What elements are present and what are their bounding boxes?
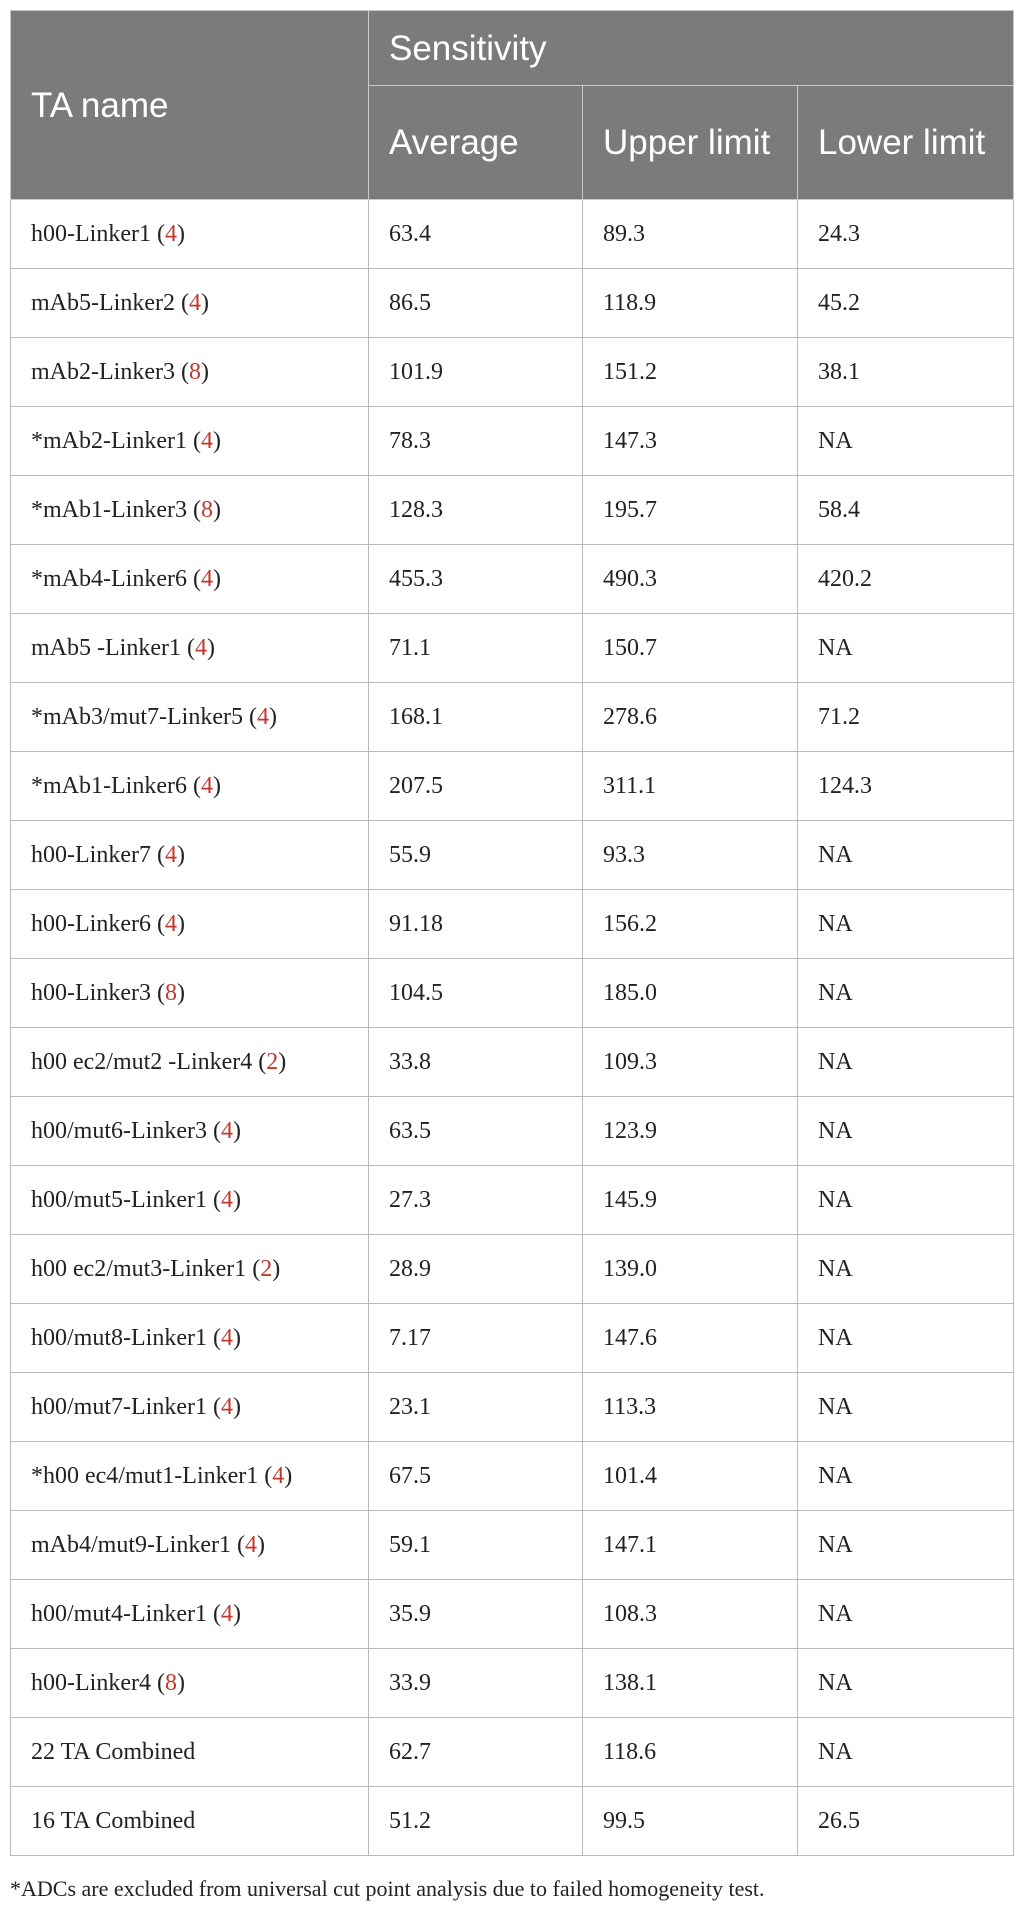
cell-upper-limit: 311.1 — [583, 752, 798, 821]
reference-link[interactable]: 4 — [164, 841, 177, 868]
cell-ta-name: h00-Linker3 (8) — [11, 959, 369, 1028]
cell-ta-name: *mAb3/mut7-Linker5 (4) — [11, 683, 369, 752]
cell-ta-name: h00-Linker4 (8) — [11, 1649, 369, 1718]
cell-average: 86.5 — [369, 269, 583, 338]
reference-link[interactable]: 4 — [200, 772, 213, 799]
cell-lower-limit: 420.2 — [798, 545, 1014, 614]
ta-name-text: *mAb1-Linker6 — [31, 772, 187, 799]
header-ta-name: TA name — [11, 11, 369, 200]
cell-average: 62.7 — [369, 1718, 583, 1787]
cell-lower-limit: NA — [798, 1097, 1014, 1166]
cell-average: 67.5 — [369, 1442, 583, 1511]
cell-lower-limit: 124.3 — [798, 752, 1014, 821]
cell-upper-limit: 147.6 — [583, 1304, 798, 1373]
cell-upper-limit: 118.6 — [583, 1718, 798, 1787]
cell-ta-name: mAb2-Linker3 (8) — [11, 338, 369, 407]
table-row — [11, 1580, 1014, 1649]
ta-name-text: *mAb4-Linker6 — [31, 565, 187, 592]
cell-upper-limit: 145.9 — [583, 1166, 798, 1235]
cell-average: 51.2 — [369, 1787, 583, 1856]
cell-average: 78.3 — [369, 407, 583, 476]
cell-lower-limit: NA — [798, 1304, 1014, 1373]
table-row — [11, 545, 1014, 614]
cell-ta-name: h00 ec2/mut3-Linker1 (2) — [11, 1235, 369, 1304]
reference-link[interactable]: 4 — [200, 565, 213, 592]
table-row — [11, 1511, 1014, 1580]
cell-average: 59.1 — [369, 1511, 583, 1580]
reference-link[interactable]: 8 — [164, 1669, 177, 1696]
reference-link[interactable]: 8 — [188, 358, 201, 385]
reference-link[interactable]: 2 — [266, 1048, 279, 1075]
cell-average: 91.18 — [369, 890, 583, 959]
reference-link[interactable]: 4 — [220, 1117, 233, 1144]
table-row — [11, 1235, 1014, 1304]
cell-lower-limit: NA — [798, 407, 1014, 476]
cell-average: 33.9 — [369, 1649, 583, 1718]
cell-average: 55.9 — [369, 821, 583, 890]
table-row — [11, 1028, 1014, 1097]
cell-upper-limit: 113.3 — [583, 1373, 798, 1442]
table-row — [11, 1373, 1014, 1442]
reference-link[interactable]: 4 — [194, 634, 207, 661]
cell-average: 71.1 — [369, 614, 583, 683]
table-row — [11, 959, 1014, 1028]
reference-link[interactable]: 4 — [220, 1324, 233, 1351]
cell-upper-limit: 147.3 — [583, 407, 798, 476]
ta-name-text: mAb5-Linker2 — [31, 289, 175, 316]
cell-average: 168.1 — [369, 683, 583, 752]
cell-lower-limit: NA — [798, 1166, 1014, 1235]
reference-link[interactable]: 2 — [260, 1255, 273, 1282]
cell-lower-limit: NA — [798, 1511, 1014, 1580]
cell-ta-name: h00/mut5-Linker1 (4) — [11, 1166, 369, 1235]
cell-ta-name — [11, 1787, 369, 1856]
table-row — [11, 890, 1014, 959]
cell-upper-limit: 138.1 — [583, 1649, 798, 1718]
cell-upper-limit: 123.9 — [583, 1097, 798, 1166]
table-row — [11, 1304, 1014, 1373]
cell-upper-limit: 93.3 — [583, 821, 798, 890]
table-row — [11, 407, 1014, 476]
reference-link[interactable]: 4 — [272, 1462, 285, 1489]
ta-name-text: mAb5 -Linker1 — [31, 634, 181, 661]
reference-link[interactable]: 8 — [200, 496, 213, 523]
cell-lower-limit: 45.2 — [798, 269, 1014, 338]
data-table-container — [10, 10, 1013, 1856]
ta-name-text: h00-Linker7 — [31, 841, 151, 868]
ta-name-text: h00-Linker1 — [31, 220, 151, 247]
table-row — [11, 1718, 1014, 1787]
cell-lower-limit: NA — [798, 1718, 1014, 1787]
cell-average: 455.3 — [369, 545, 583, 614]
cell-ta-name: h00 ec2/mut2 -Linker4 (2) — [11, 1028, 369, 1097]
cell-upper-limit: 147.1 — [583, 1511, 798, 1580]
reference-link[interactable]: 8 — [164, 979, 177, 1006]
ta-name-text: mAb2-Linker3 — [31, 358, 175, 385]
table-row — [11, 200, 1014, 269]
cell-lower-limit: NA — [798, 1028, 1014, 1097]
cell-ta-name: h00/mut6-Linker3 (4) — [11, 1097, 369, 1166]
ta-name-text: h00/mut4-Linker1 — [31, 1600, 207, 1627]
cell-average: 128.3 — [369, 476, 583, 545]
cell-lower-limit: NA — [798, 890, 1014, 959]
cell-lower-limit: NA — [798, 1649, 1014, 1718]
reference-link[interactable]: 4 — [220, 1186, 233, 1213]
table-footnote: *ADCs are excluded from universal cut point analysis due to failed homogeneity test. — [10, 1876, 765, 1901]
cell-ta-name — [11, 1718, 369, 1787]
cell-lower-limit: NA — [798, 1442, 1014, 1511]
header-upper-limit: Upper limit — [583, 86, 798, 200]
table-row — [11, 614, 1014, 683]
ta-name-text: h00-Linker6 — [31, 910, 151, 937]
table-row — [11, 1649, 1014, 1718]
cell-ta-name: *mAb1-Linker6 (4) — [11, 752, 369, 821]
ta-name-text: h00/mut6-Linker3 — [31, 1117, 207, 1144]
cell-average: 63.4 — [369, 200, 583, 269]
cell-lower-limit: NA — [798, 1580, 1014, 1649]
cell-ta-name: h00/mut4-Linker1 (4) — [11, 1580, 369, 1649]
reference-link[interactable]: 4 — [200, 427, 213, 454]
table-row — [11, 683, 1014, 752]
cell-upper-limit: 185.0 — [583, 959, 798, 1028]
ta-name-text: h00 ec2/mut2 -Linker4 — [31, 1048, 253, 1075]
reference-link[interactable]: 4 — [188, 289, 201, 316]
cell-lower-limit: NA — [798, 614, 1014, 683]
ta-name-text: *h00 ec4/mut1-Linker1 — [31, 1462, 259, 1489]
cell-lower-limit: NA — [798, 821, 1014, 890]
cell-average: 28.9 — [369, 1235, 583, 1304]
cell-ta-name: *h00 ec4/mut1-Linker1 (4) — [11, 1442, 369, 1511]
cell-upper-limit: 99.5 — [583, 1787, 798, 1856]
reference-link[interactable]: 4 — [164, 220, 177, 247]
cell-upper-limit: 150.7 — [583, 614, 798, 683]
cell-ta-name: *mAb2-Linker1 (4) — [11, 407, 369, 476]
cell-upper-limit: 156.2 — [583, 890, 798, 959]
ta-name-text: *mAb2-Linker1 — [31, 427, 187, 454]
ta-name-text: h00 ec2/mut3-Linker1 — [31, 1255, 247, 1282]
cell-upper-limit: 151.2 — [583, 338, 798, 407]
table-row — [11, 821, 1014, 890]
cell-ta-name: h00-Linker7 (4) — [11, 821, 369, 890]
cell-ta-name: h00-Linker6 (4) — [11, 890, 369, 959]
table-row — [11, 269, 1014, 338]
reference-link[interactable]: 4 — [244, 1531, 257, 1558]
table-row — [11, 1166, 1014, 1235]
cell-lower-limit: 24.3 — [798, 200, 1014, 269]
table-row — [11, 338, 1014, 407]
cell-ta-name: mAb5-Linker2 (4) — [11, 269, 369, 338]
header-lower-limit: Lower limit — [798, 86, 1014, 200]
cell-lower-limit: 38.1 — [798, 338, 1014, 407]
cell-average: 7.17 — [369, 1304, 583, 1373]
cell-ta-name: *mAb4-Linker6 (4) — [11, 545, 369, 614]
cell-average: 63.5 — [369, 1097, 583, 1166]
cell-upper-limit: 101.4 — [583, 1442, 798, 1511]
reference-link[interactable]: 4 — [164, 910, 177, 937]
cell-average: 207.5 — [369, 752, 583, 821]
ta-name-text: h00-Linker4 — [31, 1669, 151, 1696]
cell-average: 35.9 — [369, 1580, 583, 1649]
cell-average: 33.8 — [369, 1028, 583, 1097]
cell-upper-limit: 89.3 — [583, 200, 798, 269]
cell-upper-limit: 109.3 — [583, 1028, 798, 1097]
reference-link[interactable]: 4 — [256, 703, 269, 730]
sensitivity-table — [10, 10, 1014, 1856]
cell-average: 101.9 — [369, 338, 583, 407]
cell-average: 27.3 — [369, 1166, 583, 1235]
cell-upper-limit: 108.3 — [583, 1580, 798, 1649]
reference-link[interactable]: 4 — [220, 1393, 233, 1420]
ta-name-text: *mAb1-Linker3 — [31, 496, 187, 523]
ta-name-text: h00/mut7-Linker1 — [31, 1393, 207, 1420]
table-row — [11, 476, 1014, 545]
table-row — [11, 752, 1014, 821]
cell-average: 23.1 — [369, 1373, 583, 1442]
cell-lower-limit: NA — [798, 1235, 1014, 1304]
cell-upper-limit: 195.7 — [583, 476, 798, 545]
table-row — [11, 1442, 1014, 1511]
ta-name-text: h00/mut8-Linker1 — [31, 1324, 207, 1351]
ta-name-text: mAb4/mut9-Linker1 — [31, 1531, 231, 1558]
cell-average: 104.5 — [369, 959, 583, 1028]
cell-upper-limit: 139.0 — [583, 1235, 798, 1304]
cell-ta-name: h00/mut8-Linker1 (4) — [11, 1304, 369, 1373]
cell-ta-name: h00-Linker1 (4) — [11, 200, 369, 269]
ta-name-text: 16 TA Combined — [31, 1807, 196, 1834]
header-sensitivity: Sensitivity — [369, 11, 1014, 86]
cell-upper-limit: 118.9 — [583, 269, 798, 338]
cell-lower-limit: 58.4 — [798, 476, 1014, 545]
cell-ta-name: mAb5 -Linker1 (4) — [11, 614, 369, 683]
cell-lower-limit: 71.2 — [798, 683, 1014, 752]
table-row — [11, 1787, 1014, 1856]
ta-name-text: 22 TA Combined — [31, 1738, 196, 1765]
cell-ta-name: mAb4/mut9-Linker1 (4) — [11, 1511, 369, 1580]
cell-upper-limit: 490.3 — [583, 545, 798, 614]
ta-name-text: h00-Linker3 — [31, 979, 151, 1006]
cell-lower-limit: NA — [798, 1373, 1014, 1442]
cell-upper-limit: 278.6 — [583, 683, 798, 752]
cell-lower-limit: NA — [798, 959, 1014, 1028]
table-body — [11, 200, 1014, 1856]
cell-ta-name: *mAb1-Linker3 (8) — [11, 476, 369, 545]
ta-name-text: *mAb3/mut7-Linker5 — [31, 703, 243, 730]
header-average: Average — [369, 86, 583, 200]
cell-ta-name: h00/mut7-Linker1 (4) — [11, 1373, 369, 1442]
reference-link[interactable]: 4 — [220, 1600, 233, 1627]
cell-lower-limit: 26.5 — [798, 1787, 1014, 1856]
ta-name-text: h00/mut5-Linker1 — [31, 1186, 207, 1213]
table-row — [11, 1097, 1014, 1166]
